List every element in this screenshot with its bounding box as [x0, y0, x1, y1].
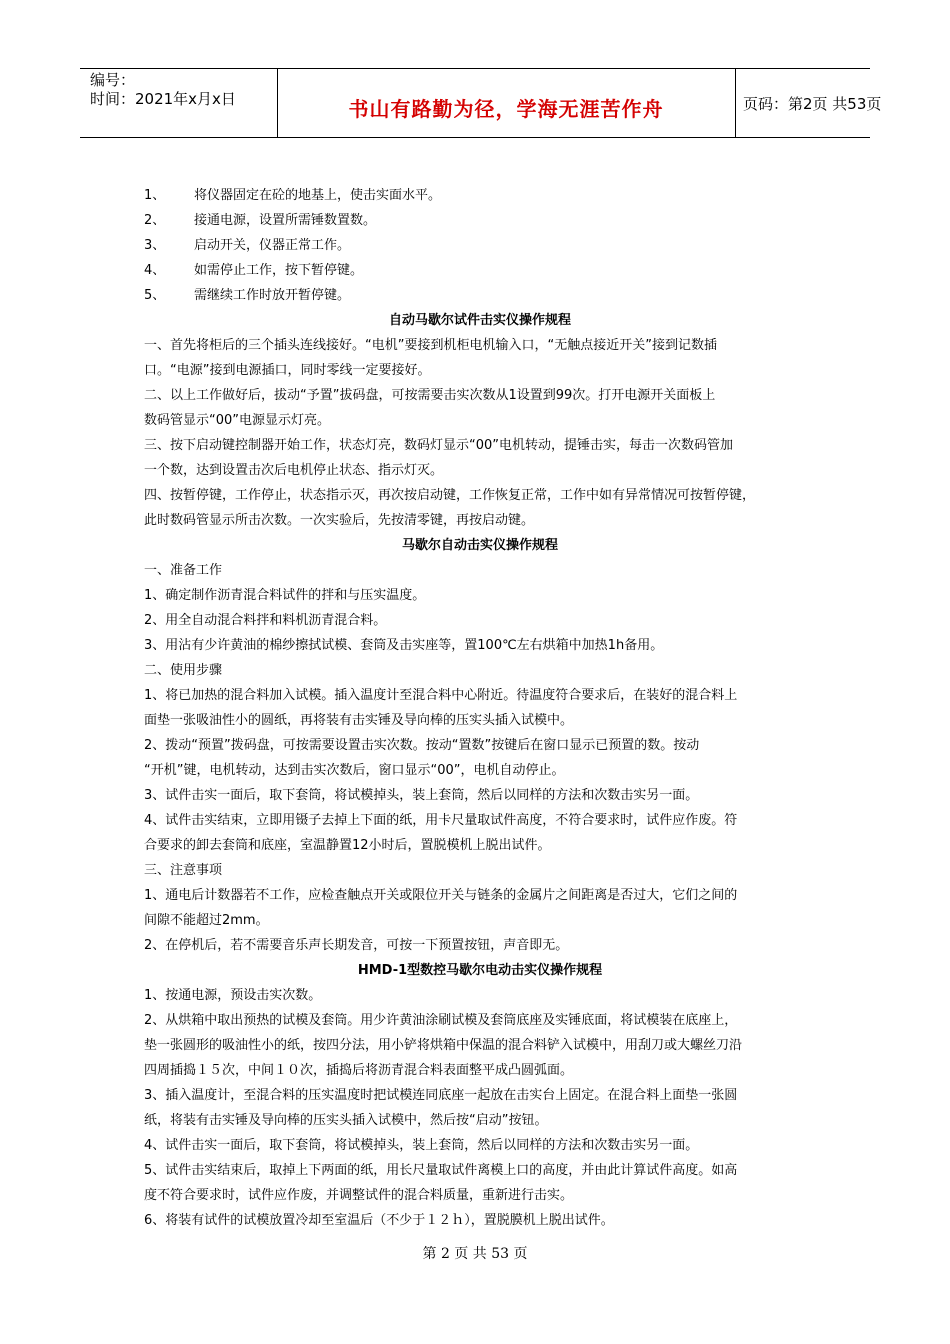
list-text: 如需停止工作，按下暂停键。 — [194, 263, 364, 278]
paragraph-line: 度不符合要求时，试件应作废，并调整试件的混合料质量，重新进行击实。 — [144, 1188, 574, 1203]
list-text: 接通电源，设置所需锤数置数。 — [194, 213, 377, 228]
paragraph-line: 一、准备工作 — [144, 563, 223, 578]
header-page-info: 页码：第2页 共53页 — [743, 95, 882, 113]
paragraph-line: 3、试件击实一面后，取下套筒，将试模掉头，装上套筒，然后以同样的方法和次数击实另一面。 — [144, 788, 699, 803]
list-number: 2、 — [144, 213, 166, 228]
intro-list-item — [144, 233, 816, 258]
list-text: 启动开关，仪器正常工作。 — [194, 238, 351, 253]
list-text: 将仪器固定在砼的地基上，使击实面水平。 — [194, 188, 442, 203]
paragraph-line: 5、试件击实结束后，取掉上下两面的纸，用长尺量取试件离模上口的高度，并由此计算试件高度。如高 — [144, 1163, 738, 1178]
paragraph-line: 1、按通电源，预设击实次数。 — [144, 988, 322, 1003]
document-body — [144, 183, 816, 1233]
paragraph-line: 合要求的卸去套筒和底座，室温静置12小时后，置脱模机上脱出试件。 — [144, 838, 551, 853]
list-number: 5、 — [144, 288, 166, 303]
paragraph-line: 1、将已加热的混合料加入试模。插入温度计至混合料中心附近。待温度符合要求后，在装好的混合料上 — [144, 688, 738, 703]
page-header — [80, 68, 882, 138]
page-footer: 第 2 页 共 53 页 — [422, 1246, 528, 1262]
paragraph-line: 6、将装有试件的试模放置冷却至室温后（不少于１２ｈ），置脱膜机上脱出试件。 — [144, 1213, 614, 1228]
paragraph-line: 纸，将装有击实锤及导向棒的压实头插入试模中，然后按“启动”按钮。 — [144, 1113, 548, 1128]
intro-list-item — [144, 258, 816, 283]
intro-list-item — [144, 183, 816, 208]
paragraph-line: 三、按下启动键控制器开始工作，状态灯亮，数码灯显示“00”电机转动，提锤击实，每击一次数码管加 — [144, 438, 734, 453]
list-number: 3、 — [144, 238, 166, 253]
list-number: 4、 — [144, 263, 166, 278]
paragraph-line: “开机”键，电机转动，达到击实次数后，窗口显示“00”，电机自动停止。 — [144, 763, 565, 778]
paragraph-line: 2、用全自动混合料拌和料机沥青混合料。 — [144, 613, 387, 628]
section-heading: 自动马歇尔试件击实仪操作规程 — [388, 313, 571, 328]
paragraph-line: 面垫一张吸油性小的圆纸，再将装有击实锤及导向棒的压实头插入试模中。 — [144, 713, 574, 728]
paragraph-line: 4、试件击实结束，立即用镊子去掉上下面的纸，用卡尺量取试件高度，不符合要求时，试件应作废。符 — [144, 813, 738, 828]
paragraph-line: 2、从烘箱中取出预热的试模及套筒。用少许黄油涂刷试模及套筒底座及实锤底面，将试模装在底座上， — [144, 1013, 738, 1028]
paragraph-line: 3、插入温度计，至混合料的压实温度时把试模连同底座一起放在击实台上固定。在混合料上面垫一张圆 — [144, 1088, 738, 1103]
header-info-cell — [80, 69, 278, 137]
section-heading: HMD-1型数控马歇尔电动击实仪操作规程 — [357, 963, 603, 978]
paragraph-line: 1、确定制作沥青混合料试件的拌和与压实温度。 — [144, 588, 426, 603]
paragraph-line: 4、试件击实一面后，取下套筒，将试模掉头，装上套筒，然后以同样的方法和次数击实另一面。 — [144, 1138, 699, 1153]
paragraph-line: 间隙不能超过2mm。 — [144, 913, 269, 928]
paragraph-line: 垫一张圆形的吸油性小的纸，按四分法，用小铲将烘箱中保温的混合料铲入试模中，用刮刀或大螺丝刀沿 — [144, 1038, 743, 1053]
intro-list-item — [144, 283, 816, 308]
header-motto-cell — [277, 69, 736, 137]
paragraph-line: 四周插捣１５次，中间１０次，插捣后将沥青混合料表面整平成凸圆弧面。 — [144, 1063, 574, 1078]
paragraph-line: 三、注意事项 — [144, 863, 223, 878]
list-number: 1、 — [144, 188, 166, 203]
paragraph-line: 一、首先将柜后的三个插头连线接好。“电机”要接到机柜电机输入口，“无触点接近开关”接到记数插 — [144, 338, 717, 353]
list-text: 需继续工作时放开暂停键。 — [194, 288, 351, 303]
paragraph-line: 口。“电源”接到电源插口，同时零线一定要接好。 — [144, 363, 431, 378]
paragraph-line: 1、通电后计数器若不工作，应检查触点开关或限位开关与链条的金属片之间距离是否过大，它们之间的 — [144, 888, 738, 903]
intro-list-item — [144, 208, 816, 233]
document-date: 时间：2021年x月x日 — [90, 90, 236, 108]
paragraph-line: 此时数码管显示所击次数。一次实验后，先按清零键，再按启动键。 — [144, 513, 535, 528]
header-page-cell — [735, 69, 882, 137]
paragraph-line: 数码管显示“00”电源显示灯亮。 — [144, 413, 331, 428]
header-motto: 书山有路勤为径，学海无涯苦作舟 — [348, 97, 664, 121]
paragraph-line: 二、使用步骤 — [144, 663, 223, 678]
paragraph-line: 2、在停机后，若不需要音乐声长期发音，可按一下预置按钮，声音即无。 — [144, 938, 569, 953]
paragraph-line: 二、以上工作做好后，拔动“予置”拔码盘，可按需要击实次数从1设置到99次。打开电源开关面板上 — [144, 388, 716, 403]
paragraph-line: 四、按暂停键，工作停止，状态指示灭，再次按启动键，工作恢复正常，工作中如有异常情况可按暂停键， — [144, 488, 756, 503]
paragraph-line: 2、拨动“预置”拨码盘，可按需要设置击实次数。按动“置数”按键后在窗口显示已预置的数。按动 — [144, 738, 700, 753]
section-heading: 马歇尔自动击实仪操作规程 — [401, 538, 558, 553]
paragraph-line: 一个数，达到设置击次后电机停止状态、指示灯灭。 — [144, 463, 444, 478]
paragraph-line: 3、用沾有少许黄油的棉纱擦拭试模、套筒及击实座等，置100℃左右烘箱中加热1h备用。 — [144, 638, 664, 653]
document-code-label: 编号： — [90, 71, 136, 89]
